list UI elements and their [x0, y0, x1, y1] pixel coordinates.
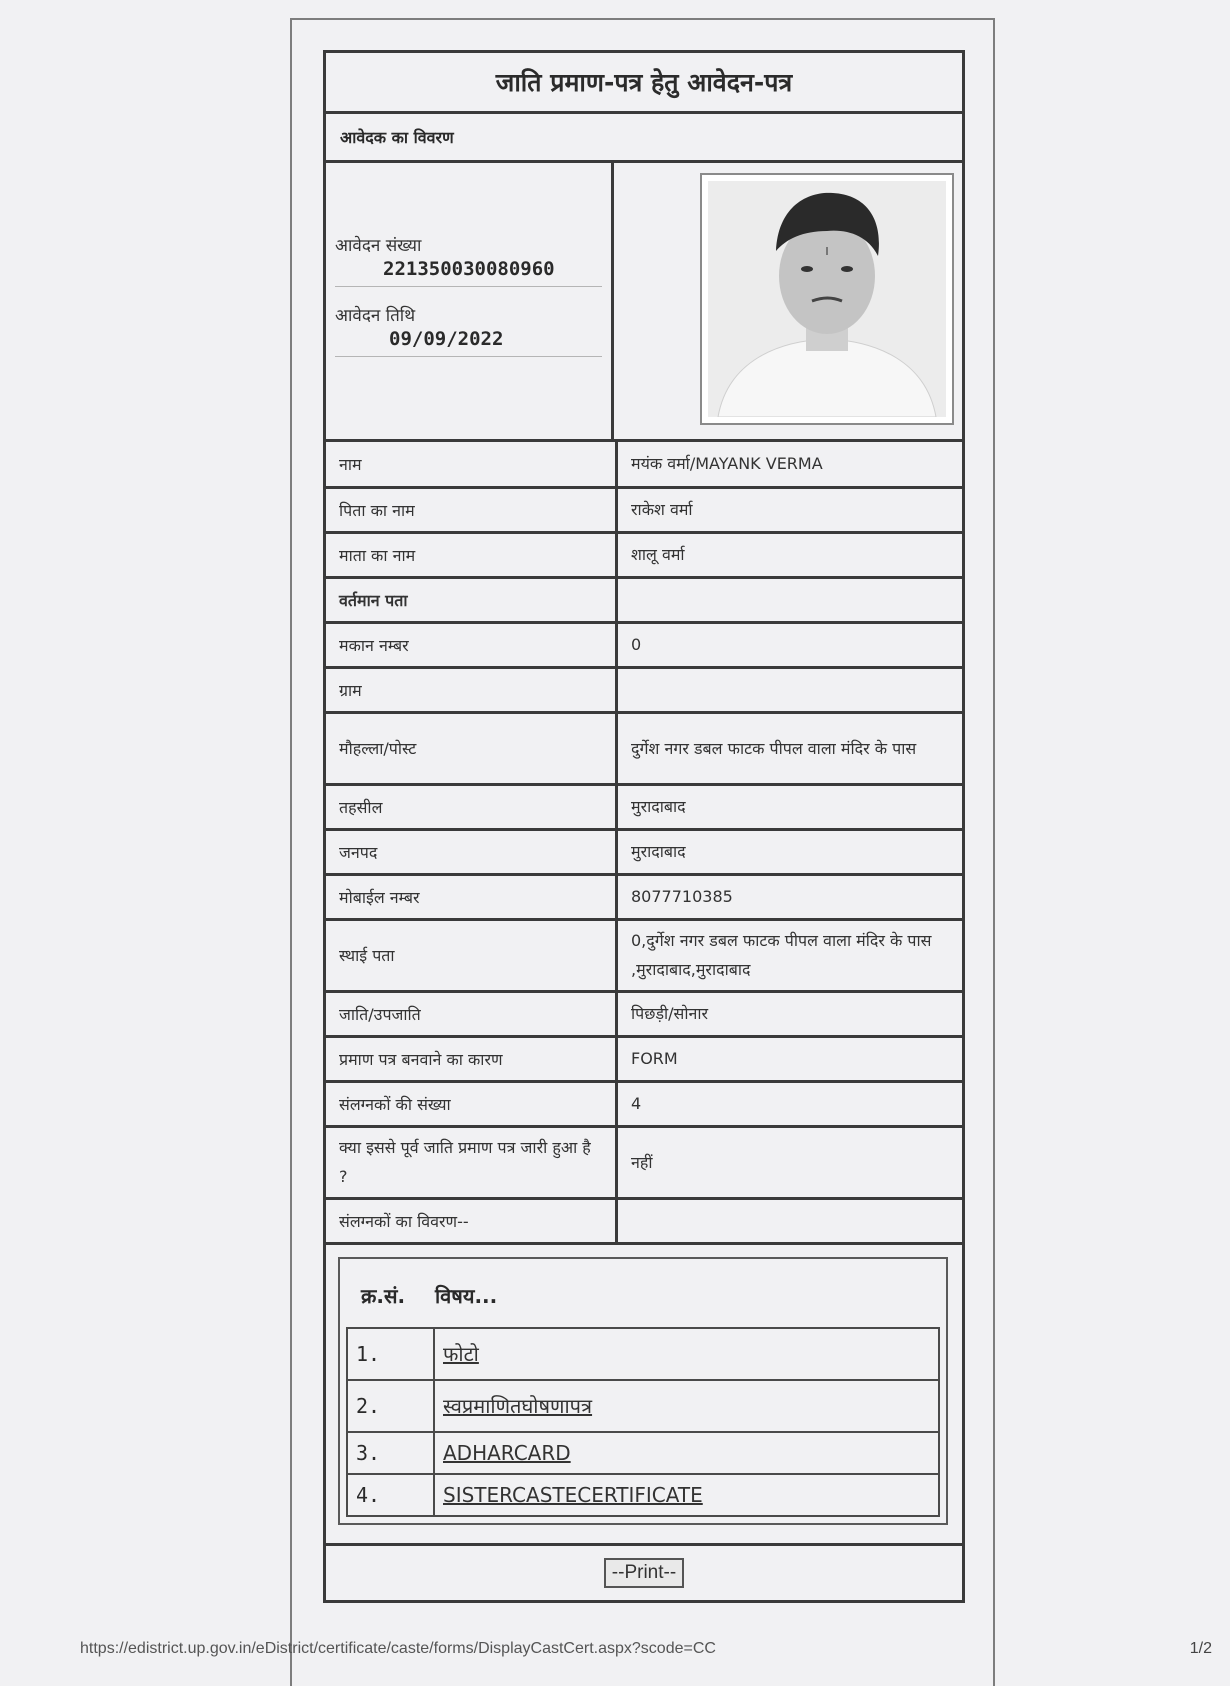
village [617, 667, 963, 712]
row-label: ग्राम [326, 667, 617, 712]
district: मुरादाबाद [617, 829, 963, 874]
mother-name: शालू वर्मा [617, 532, 963, 577]
application-date: 09/09/2022 [335, 328, 602, 357]
row-previous-certificate [326, 1126, 962, 1198]
attachment-link-self-declaration[interactable]: स्वप्रमाणितघोषणापत्र [443, 1394, 593, 1418]
attachment-row [347, 1474, 939, 1516]
print-button[interactable]: --Print-- [604, 1558, 684, 1588]
form-title: जाति प्रमाण-पत्र हेतु आवेदन-पत्र [326, 53, 962, 114]
application-date-label: आवेदन तिथि [335, 306, 416, 326]
row-label: प्रमाण पत्र बनवाने का कारण [326, 1036, 617, 1081]
application-info-block [326, 163, 962, 442]
footer-page-number: 1/2 [1189, 1640, 1212, 1657]
row-label: वर्तमान पता [326, 577, 617, 622]
application-meta [326, 163, 614, 439]
row-label: मकान नम्बर [326, 622, 617, 667]
attachments-section [326, 1245, 962, 1543]
row-house-number [326, 622, 962, 667]
row-label: जाति/उपजाति [326, 991, 617, 1036]
row-label: तहसील [326, 784, 617, 829]
row-father-name [326, 487, 962, 532]
row-mother-name [326, 532, 962, 577]
tehsil: मुरादाबाद [617, 784, 963, 829]
attachment-row [347, 1328, 939, 1380]
row-district [326, 829, 962, 874]
caste: पिछड़ी/सोनार [617, 991, 963, 1036]
row-label: मोबाईल नम्बर [326, 874, 617, 919]
row-label: संलग्नकों का विवरण-- [326, 1198, 617, 1243]
row-label: पिता का नाम [326, 487, 617, 532]
permanent-address: 0,दुर्गेश नगर डबल फाटक पीपल वाला मंदिर के पास ,मुरादाबाद,मुरादाबाद [617, 919, 963, 991]
attachment-count: 4 [617, 1081, 963, 1126]
row-label: नाम [326, 442, 617, 487]
row-label: माता का नाम [326, 532, 617, 577]
attachment-link-photo[interactable]: फोटो [443, 1342, 479, 1366]
row-caste [326, 991, 962, 1036]
father-name: राकेश वर्मा [617, 487, 963, 532]
applicant-photo [700, 173, 954, 425]
house-number: 0 [617, 622, 963, 667]
attachment-row [347, 1380, 939, 1432]
row-attachment-details [326, 1198, 962, 1243]
reason: FORM [617, 1036, 963, 1081]
row-locality [326, 712, 962, 784]
attachment-serial: 2. [347, 1380, 434, 1432]
attachment-link-aadhar[interactable]: ADHARCARD [443, 1440, 571, 1465]
section-heading: आवेदक का विवरण [326, 114, 962, 163]
applicant-photo-image [708, 181, 946, 417]
attachment-serial: 3. [347, 1432, 434, 1474]
row-label: जनपद [326, 829, 617, 874]
photo-cell [614, 163, 962, 439]
row-name [326, 442, 962, 487]
row-current-address [326, 577, 962, 622]
footer-url: https://edistrict.up.gov.in/eDistrict/certificate/caste/forms/DisplayCastCert.aspx?scode=CC [80, 1640, 716, 1657]
row-village [326, 667, 962, 712]
applicant-name: मयंक वर्मा/MAYANK VERMA [617, 442, 963, 487]
print-row [326, 1543, 962, 1600]
attachment-serial: 1. [347, 1328, 434, 1380]
subject-header: विषय... [434, 1265, 939, 1328]
current-address [617, 577, 963, 622]
previous-certificate: नहीं [617, 1126, 963, 1198]
row-label: स्थाई पता [326, 919, 617, 991]
row-label: मौहल्ला/पोस्ट [326, 712, 617, 784]
locality: दुर्गेश नगर डबल फाटक पीपल वाला मंदिर के पास [617, 712, 963, 784]
row-permanent-address [326, 919, 962, 991]
attachment-cell [434, 1432, 939, 1474]
attachments-table [346, 1265, 940, 1517]
row-label: संलग्नकों की संख्या [326, 1081, 617, 1126]
application-number-label: आवेदन संख्या [335, 236, 422, 256]
attachment-cell [434, 1474, 939, 1516]
row-attachment-count [326, 1081, 962, 1126]
attachment-serial: 4. [347, 1474, 434, 1516]
row-reason [326, 1036, 962, 1081]
row-tehsil [326, 784, 962, 829]
serial-header: क्र.सं. [347, 1265, 434, 1328]
applicant-details-table [326, 442, 962, 1245]
attachment-cell [434, 1328, 939, 1380]
attachment-details [617, 1198, 963, 1243]
attachment-cell [434, 1380, 939, 1432]
row-label: क्या इससे पूर्व जाति प्रमाण पत्र जारी हुआ है ? [326, 1126, 617, 1198]
attachment-row [347, 1432, 939, 1474]
row-mobile [326, 874, 962, 919]
attachments-frame [338, 1257, 948, 1525]
mobile-number: 8077710385 [617, 874, 963, 919]
application-number: 221350030080960 [335, 258, 602, 287]
attachment-link-sister-caste-certificate[interactable]: SISTERCASTECERTIFICATE [443, 1482, 703, 1507]
caste-certificate-application-form [323, 50, 965, 1603]
